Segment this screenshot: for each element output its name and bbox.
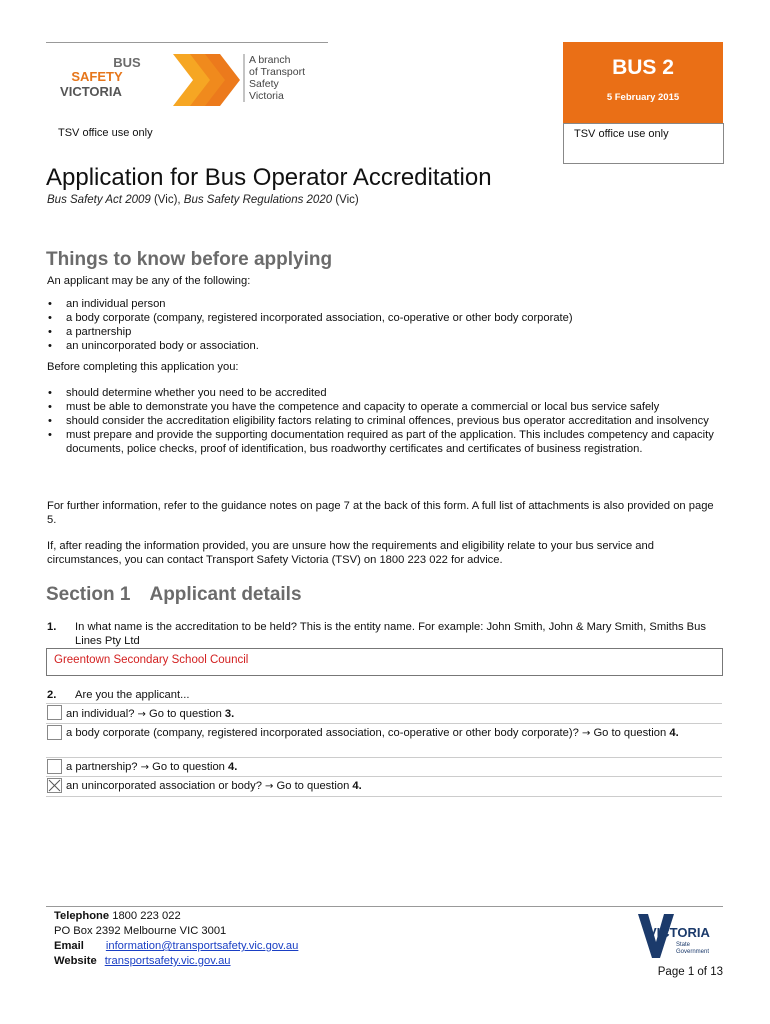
website-label: Website: [54, 955, 97, 967]
tsv-office-box[interactable]: [563, 123, 724, 164]
victoria-state-government-logo: [636, 912, 726, 960]
footer-email-row: [54, 939, 298, 954]
website-link[interactable]: transportsafety.vic.gov.au: [104, 955, 231, 967]
option-individual[interactable]: [46, 704, 722, 724]
form-code: BUS 2: [612, 56, 674, 79]
goto-number: 4.: [352, 780, 362, 792]
option-text: a partnership?: [66, 761, 138, 773]
branch-text: [249, 54, 339, 102]
list-item: • should determine whether you need to be accredited: [47, 386, 723, 400]
branch-line: of Transport: [249, 66, 306, 78]
list-item: • must prepare and provide the supporting documentation required as part of the application. This includes competency and capacity documents, police checks, proof of identification, bus roadworthy certificates and certificates of business registration.: [47, 428, 723, 456]
logo-word-victoria: VICTORIA: [60, 84, 122, 99]
option-text: an individual?: [66, 708, 135, 720]
phone-value: 1800 223 022: [112, 910, 181, 922]
contact-info: If, after reading the information provided, you are unsure how the requirements and eligibility relate to your bus service and circumstances, you can contact Transport Safety Victoria (TSV) on 1800 223 022 for advice.: [47, 540, 654, 566]
branch-line: A branch: [249, 54, 291, 66]
form-date: 5 February 2015: [606, 92, 680, 103]
checkbox[interactable]: [47, 705, 62, 720]
checkbox[interactable]: [47, 759, 62, 774]
option-label: [46, 777, 722, 794]
section-title: Applicant details: [149, 584, 302, 605]
goto-number: 3.: [224, 708, 235, 720]
act-name: Bus Safety Act 2009: [47, 194, 151, 206]
option-text: a body corporate (company, registered incorporated association, co-operative or other body corporate)?: [66, 727, 579, 739]
arrow-right-icon: →: [581, 728, 591, 739]
entity-name-input[interactable]: [46, 648, 723, 676]
legislation-subtitle: [47, 194, 359, 206]
email-link[interactable]: information@transportsafety.vic.gov.au: [105, 940, 299, 952]
goto-label: Go to question: [149, 708, 222, 720]
option-body-corporate[interactable]: [46, 724, 722, 758]
option-partnership[interactable]: [46, 758, 722, 777]
list-item: • an unincorporated body or association.: [47, 339, 723, 353]
vic-logo-word: VICTORIA: [648, 925, 710, 940]
regs-suffix: (Vic): [332, 194, 359, 206]
branch-line: Safety: [249, 78, 279, 90]
vic-logo-sub: State: [676, 942, 691, 948]
list-item: • a partnership: [47, 325, 723, 339]
phone-label: Telephone: [54, 910, 110, 922]
question-text: Are you the applicant...: [75, 689, 190, 701]
goto-label: Go to question: [276, 780, 350, 792]
question-number: 1.: [47, 621, 57, 633]
list-item: • a body corporate (company, registered incorporated association, co-operative or other body corporate): [47, 311, 723, 325]
question-1: [47, 620, 723, 648]
footer-contact: [54, 909, 298, 969]
question-2: [47, 688, 723, 702]
list-item: • should consider the accreditation eligibility factors relating to criminal offences, previous bus operator accreditation and insolvency: [47, 414, 723, 428]
things-heading: Things to know before applying: [46, 249, 333, 270]
form-code-block: [563, 42, 723, 123]
question-number: 2.: [47, 689, 57, 701]
option-label: [46, 758, 722, 775]
list-item: • must be able to demonstrate you have the competence and capacity to operate a commercial or local bus service safely: [47, 400, 723, 414]
act-suffix: (Vic),: [150, 194, 184, 206]
header-rule: [46, 42, 328, 43]
before-intro: Before completing this application you:: [47, 361, 239, 373]
option-label: [46, 704, 722, 722]
logo-word-bus: BUS: [113, 55, 141, 70]
question-text: In what name is the accreditation to be held? This is the entity name. For example: John Smith, John & Mary Smith, Smiths Bus Lines Pty Ltd: [75, 621, 706, 647]
list-item: • an individual person: [47, 297, 723, 311]
applicant-types-list: [47, 297, 723, 353]
section-heading: [46, 584, 302, 606]
before-list: [47, 386, 723, 456]
page-title: Application for Bus Operator Accreditation: [46, 164, 492, 191]
logo-word-safety: SAFETY: [71, 69, 123, 84]
branch-line: Victoria: [249, 90, 284, 102]
arrow-right-icon: →: [140, 762, 150, 773]
footer-phone-row: [54, 909, 298, 924]
checkbox-checked[interactable]: [47, 778, 62, 793]
option-text: an unincorporated association or body?: [66, 780, 262, 792]
cross-icon: [48, 779, 61, 792]
footer-web-row: [54, 954, 298, 969]
page-number: Page 1 of 13: [657, 966, 723, 978]
vic-logo-sub: Government: [676, 949, 710, 955]
section-number: Section 1: [46, 584, 131, 605]
goto-number: 4.: [228, 761, 238, 773]
arrow-right-icon: →: [265, 781, 274, 792]
goto-number: 4.: [669, 727, 679, 739]
logo-chevrons: [173, 54, 240, 106]
checkbox[interactable]: [47, 725, 62, 740]
entity-name-value: Greentown Secondary School Council: [54, 654, 249, 666]
further-info: For further information, refer to the guidance notes on page 7 at the back of this form. A full list of attachments is also provided on page 5.: [47, 500, 714, 526]
goto-label: Go to question: [593, 727, 667, 739]
option-label: [46, 724, 722, 741]
tsv-office-label: TSV office use only: [58, 127, 153, 139]
tsv-office-box-label: TSV office use only: [574, 128, 669, 140]
option-unincorporated[interactable]: [46, 777, 722, 797]
regs-name: Bus Safety Regulations 2020: [183, 194, 333, 206]
footer-rule: [46, 906, 723, 907]
footer-po-box: PO Box 2392 Melbourne VIC 3001: [54, 925, 227, 937]
email-label: Email: [54, 940, 84, 952]
arrow-right-icon: →: [137, 709, 146, 720]
goto-label: Go to question: [152, 761, 225, 773]
applicant-intro: An applicant may be any of the following:: [47, 275, 251, 287]
